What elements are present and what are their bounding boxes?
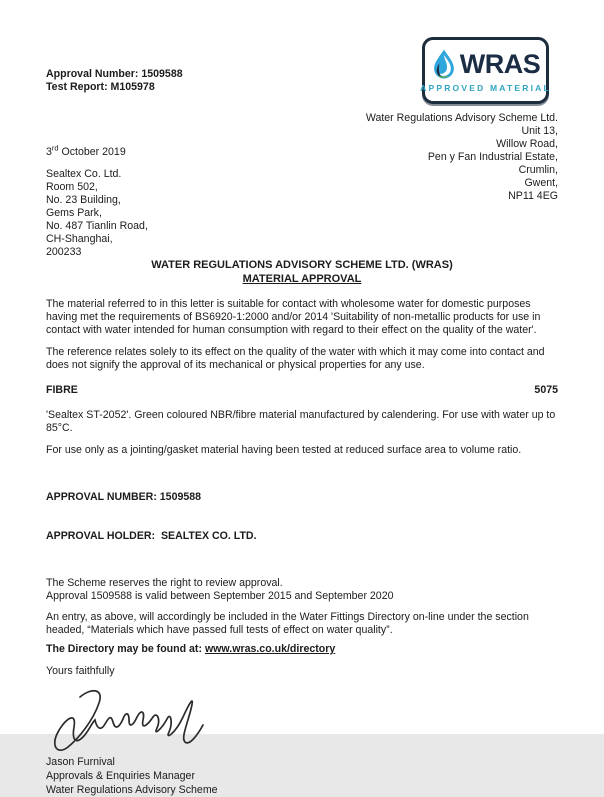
recipient-address-line: CH-Shanghai, — [46, 233, 113, 245]
recipient-address-line: No. 487 Tianlin Road, — [46, 220, 148, 232]
sender-address-line: Willow Road, — [496, 138, 558, 150]
water-drop-icon — [431, 48, 457, 80]
letter-title-line1: WATER REGULATIONS ADVISORY SCHEME LTD. (WRAS) — [151, 259, 453, 271]
letter-title — [46, 258, 558, 286]
date-rest: October 2019 — [58, 146, 126, 158]
recipient-address-line: 200233 — [46, 246, 82, 258]
sender-address-line: Crumlin, — [518, 164, 558, 176]
approval-number-line: Approval Number: 1509588 — [46, 68, 183, 80]
body-paragraph-use: For use only as a jointing/gasket material having been tested at reduced surface area to volume ratio. — [46, 444, 522, 456]
material-label: FIBRE — [46, 384, 78, 396]
closing-salutation: Yours faithfully — [46, 665, 115, 677]
recipient-address-line: Sealtex Co. Ltd. — [46, 168, 122, 180]
body-paragraph-directory-entry: An entry, as above, will accordingly be included in the Water Fittings Directory on-line under the section headed, “Materials which have passed full tests of effect on water quality”. — [46, 611, 529, 636]
material-code: 5075 — [534, 384, 558, 396]
sender-address-line: Unit 13, — [521, 125, 558, 137]
test-report-line: Test Report: M105978 — [46, 81, 155, 93]
date-day: 3 — [46, 146, 52, 158]
approval-holder-bold-line: APPROVAL HOLDER: SEALTEX CO. LTD. — [46, 530, 257, 542]
signatory-block — [46, 755, 558, 797]
signatory-name: Jason Furnival — [46, 756, 115, 768]
body-paragraph-product: 'Sealtex ST-2052'. Green coloured NBR/fibre material manufactured by calendering. For use with water up to 85°C. — [46, 409, 556, 434]
sender-address-line: NP11 4EG — [508, 190, 558, 202]
recipient-address-line: Room 502, — [46, 181, 98, 193]
material-row — [46, 384, 558, 397]
wras-wordmark: WRAS — [459, 48, 541, 79]
review-line: The Scheme reserves the right to review approval. — [46, 577, 283, 589]
recipient-address — [46, 168, 148, 259]
letter-body — [46, 258, 558, 797]
sender-address-line: Gwent, — [524, 177, 558, 189]
body-paragraph-suitability: The material referred to in this letter is suitable for contact with wholesome water for domestic purposes having met the requirements of BS6920-1:2000 and/or 2014 'Suitability of non-metallic products for use in contact with water intended for human consumption with regard to their effect on the quality of the water'. — [46, 298, 541, 336]
directory-link[interactable]: www.wras.co.uk/directory — [204, 643, 336, 655]
signatory-title: Approvals & Enquiries Manager — [46, 770, 195, 782]
wras-approved-material-logo — [422, 37, 549, 104]
approved-material-tagline: APPROVED MATERIAL — [420, 83, 551, 93]
recipient-address-line: Gems Park, — [46, 207, 102, 219]
reference-block — [46, 68, 183, 94]
validity-line: Approval 1509588 is valid between September 2015 and September 2020 — [46, 590, 394, 602]
letter-date — [46, 143, 126, 159]
recipient-address-line: No. 23 Building, — [46, 194, 121, 206]
approval-number-bold-line: APPROVAL NUMBER: 1509588 — [46, 491, 202, 503]
signature — [46, 683, 558, 753]
sender-address — [366, 112, 558, 203]
date-ordinal-suffix: rd — [51, 143, 59, 153]
directory-line — [46, 643, 558, 656]
sender-address-line: Pen y Fan Industrial Estate, — [427, 151, 558, 163]
letter-title-line2: MATERIAL APPROVAL — [242, 273, 362, 285]
signatory-org: Water Regulations Advisory Scheme — [46, 784, 218, 796]
body-paragraph-reference: The reference relates solely to its effect on the quality of the water with which it may come into contact and does not signify the approval of its mechanical or physical properties for any use. — [46, 346, 545, 371]
sender-address-line: Water Regulations Advisory Scheme Ltd. — [365, 112, 558, 124]
approval-details — [46, 465, 558, 569]
directory-prefix: The Directory may be found at: — [46, 643, 205, 655]
review-validity-block — [46, 577, 558, 603]
